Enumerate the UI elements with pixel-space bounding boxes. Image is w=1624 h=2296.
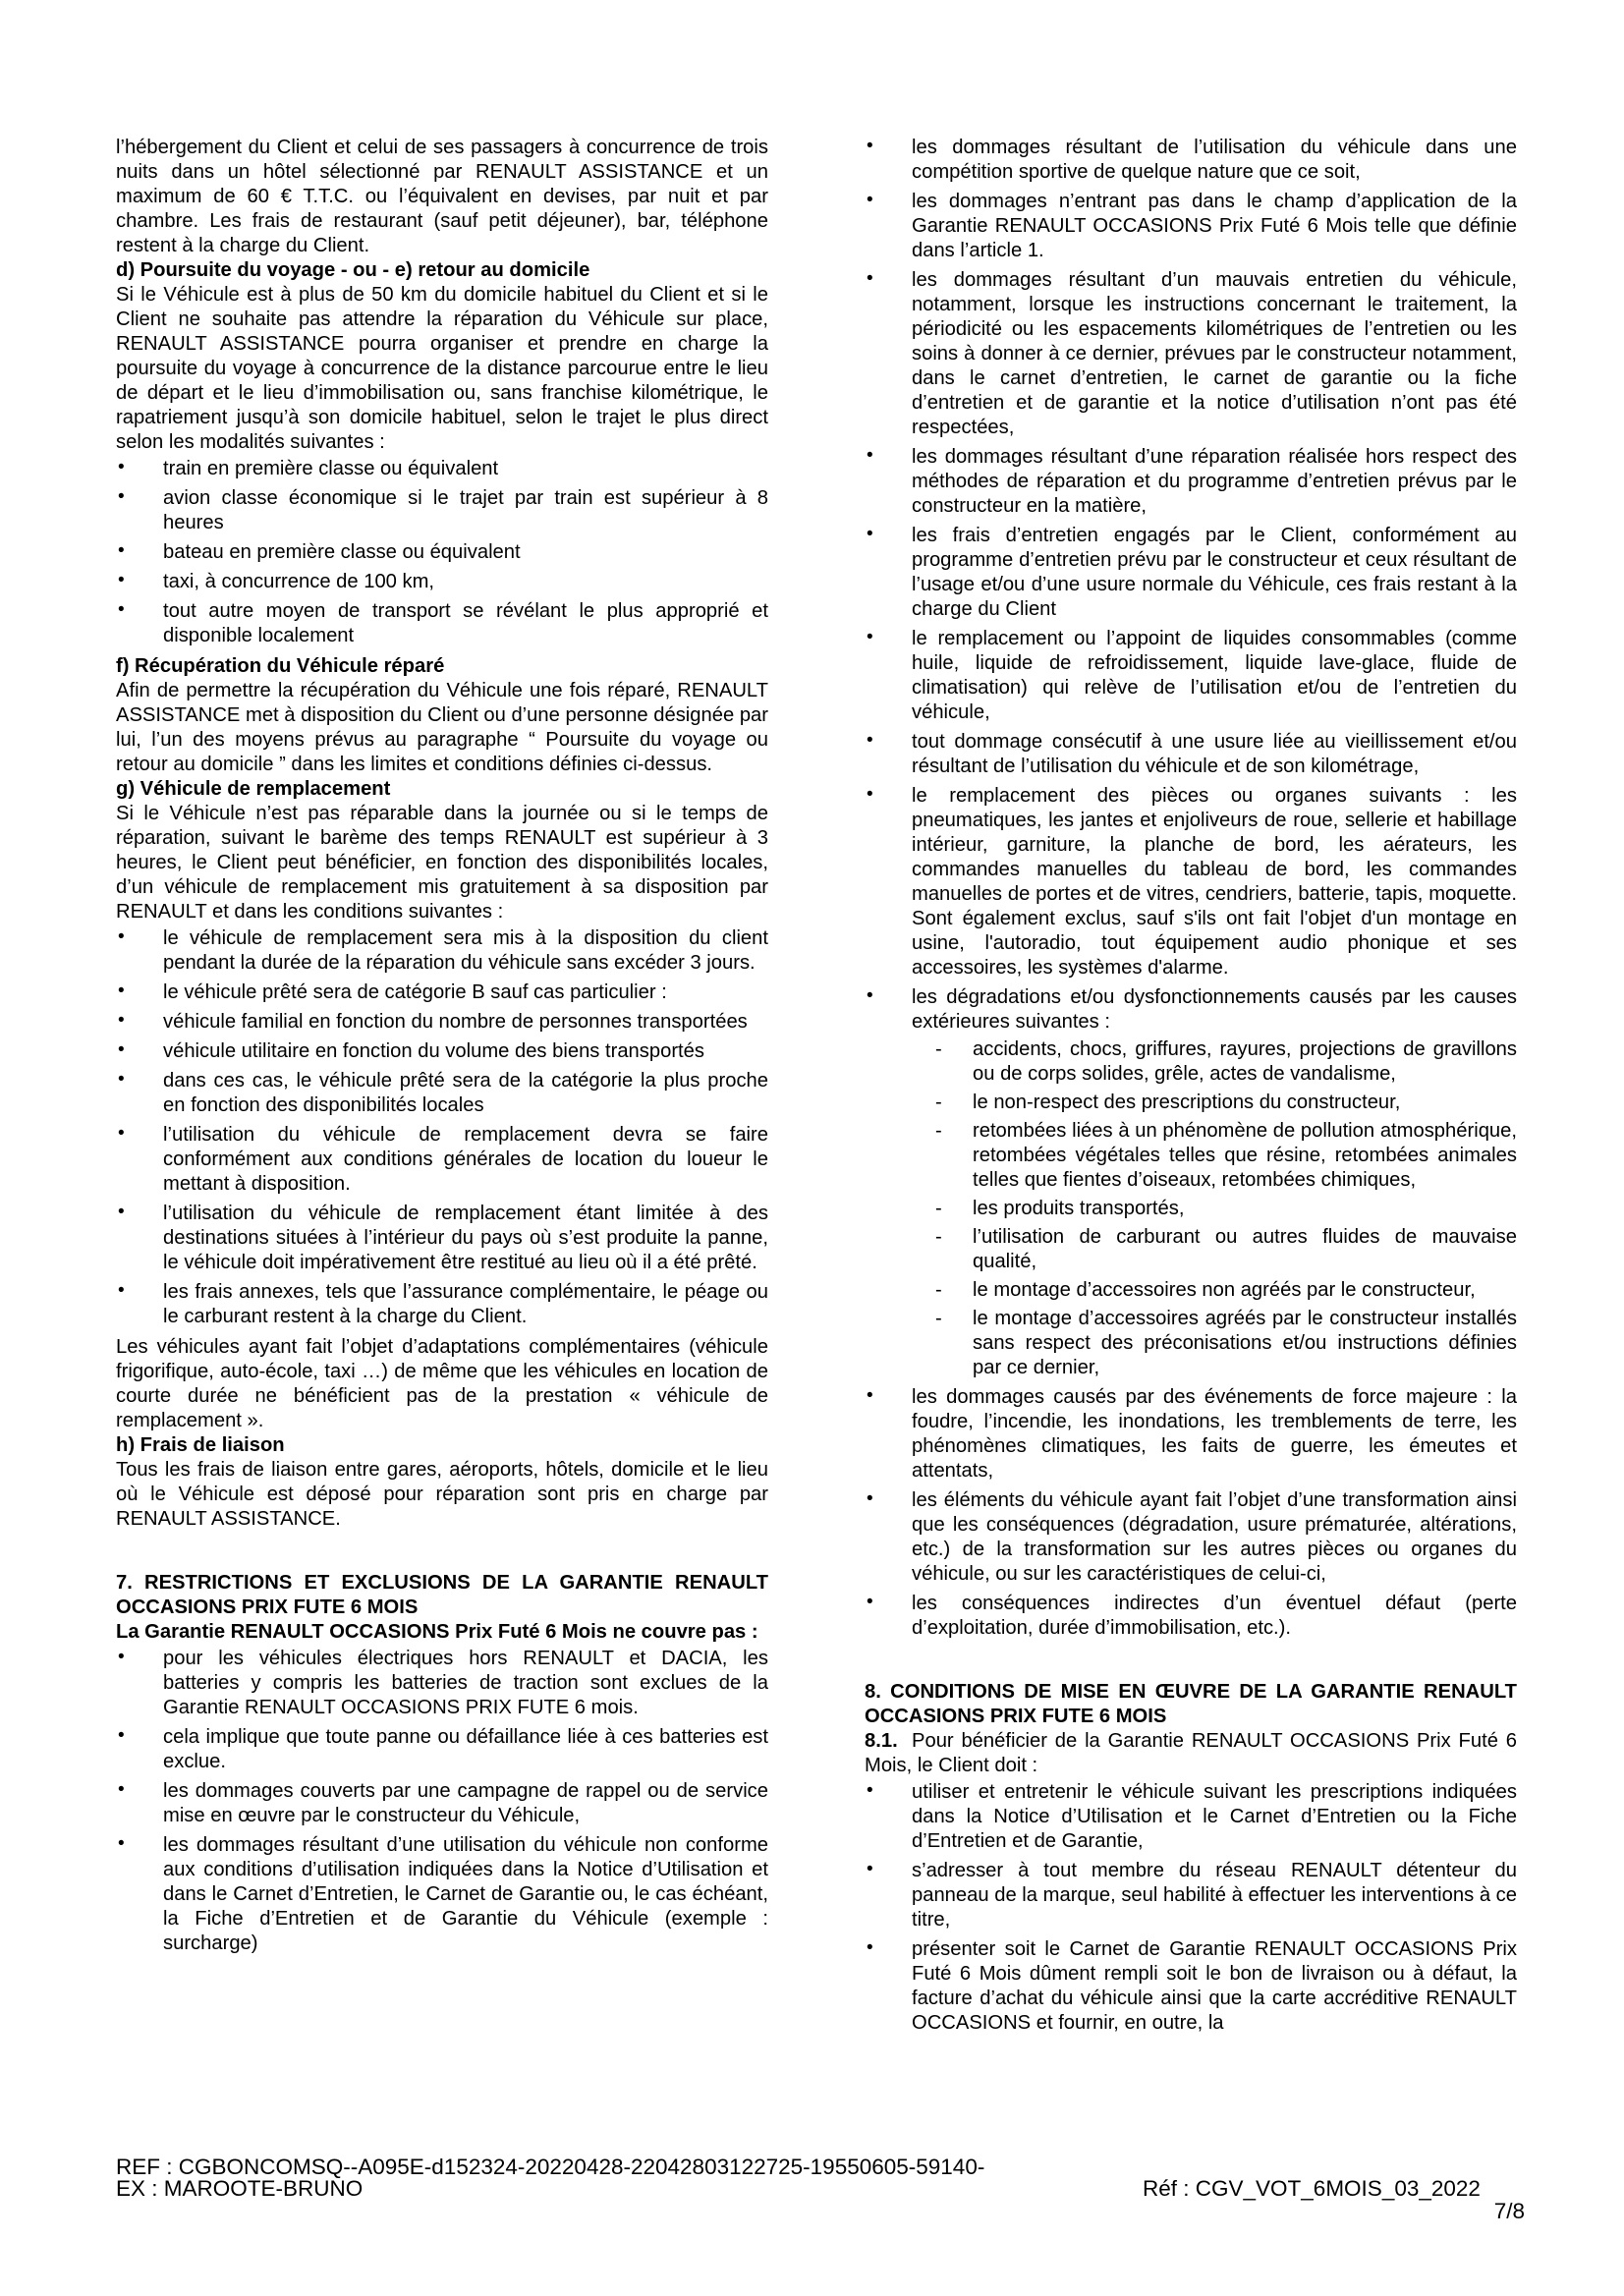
section-7-heading: 7. RESTRICTIONS ET EXCLUSIONS DE LA GARANTIE RENAULT OCCASIONS PRIX FUTE 6 MOIS — [116, 1572, 768, 1618]
list-g — [116, 926, 768, 1329]
list-item: • cela implique que toute panne ou défaillance liée à ces batteries est exclue. — [116, 1725, 768, 1774]
list-item: • le véhicule prêté sera de catégorie B sauf cas particulier : — [116, 980, 768, 1005]
list-item: • taxi, à concurrence de 100 km, — [116, 570, 768, 594]
list-item: • tout autre moyen de transport se révélant le plus approprié et disponible localement — [116, 599, 768, 648]
list-section-7 — [116, 1647, 768, 1956]
list-item: • le véhicule de remplacement sera mis à la disposition du client pendant la durée de la réparation du véhicule sans excéder 3 jours. — [116, 926, 768, 976]
list-item: • avion classe économique si le trajet par train est supérieur à 8 heures — [116, 486, 768, 535]
list-item: • les frais annexes, tels que l’assurance complémentaire, le péage ou le carburant restent à la charge du Client. — [116, 1280, 768, 1329]
list-item: • s’adresser à tout membre du réseau RENAULT détenteur du panneau de la marque, seul habilité à effectuer les interventions à ce titre, — [865, 1859, 1517, 1932]
list-item: • utiliser et entretenir le véhicule suivant les prescriptions indiquées dans la Notice d’Utilisation et le Carnet d’Entretien ou la Fiche d’Entretien et de Garantie, — [865, 1780, 1517, 1854]
list-item: • train en première classe ou équivalent — [116, 457, 768, 481]
section-8-heading: 8. CONDITIONS DE MISE EN ŒUVRE DE LA GARANTIE RENAULT OCCASIONS PRIX FUTE 6 MOIS — [865, 1681, 1517, 1727]
list-item: • dans ces cas, le véhicule prêté sera de la catégorie la plus proche en fonction des disponibilités locales — [116, 1069, 768, 1118]
list-item: - le montage d’accessoires agréés par le constructeur installés sans respect des préconisations et/ou instructions définies par ce dernier, — [912, 1307, 1517, 1380]
paragraph-g: Si le Véhicule n’est pas réparable dans la journée ou si le temps de réparation, suivant le barème des temps RENAULT est supérieur à 3 heures, le Client peut bénéficier, en fonction des disponibilités locales, d’un véhicule de remplacement mis gratuitement à sa disposition par RENAULT et dans les conditions suivantes : — [116, 803, 768, 923]
list-item: • les dommages résultant de l’utilisation du véhicule dans une compétition sportive de quelque nature que ce soit, — [865, 136, 1517, 185]
list-item: • l’utilisation du véhicule de remplacement devra se faire conformément aux conditions générales de location du loueur le mettant à disposition. — [116, 1123, 768, 1197]
list-item: • les éléments du véhicule ayant fait l’objet d’une transformation ainsi que les conséquences (dégradation, usure prématurée, altérations, etc.) de la transformation sur les autres pièces ou organes du véhicule, ou sur les caractéristiques de celui-ci, — [865, 1488, 1517, 1587]
list-item: • le remplacement des pièces ou organes suivants : les pneumatiques, les jantes et enjoliveurs de roue, sellerie et habillage intérieur, garniture, la planche de bord, les aérateurs, les commandes manuelles du tableau de bord, les commandes manuelles de portes et de vitres, cendriers, batterie, tapis, moquette. Sont également exclus, sauf s'ils ont fait l'objet d'un montage en usine, l'autoradio, tout équipement audio phonique et ses accessoires, les systèmes d'alarme. — [865, 784, 1517, 980]
list-item: • les dommages causés par des événements de force majeure : la foudre, l’incendie, les inondations, les tremblements de terre, les phénomènes climatiques, les faits de guerre, les émeutes et attentats, — [865, 1385, 1517, 1484]
section-8-1-text: Pour bénéficier de la Garantie RENAULT OCCASIONS Prix Futé 6 Mois, le Client doit : — [865, 1730, 1517, 1776]
paragraph-h: Tous les frais de liaison entre gares, aéroports, hôtels, domicile et le lieu où le Véhicule est déposé pour réparation sont pris en charge par RENAULT ASSISTANCE. — [116, 1459, 768, 1530]
list-d — [116, 457, 768, 648]
list-item: • véhicule familial en fonction du nombre de personnes transportées — [116, 1010, 768, 1035]
list-item: • bateau en première classe ou équivalent — [116, 540, 768, 565]
list-external-causes — [912, 1037, 1517, 1380]
heading-h: h) Frais de liaison — [116, 1434, 285, 1456]
list-item: • les dommages résultant d’un mauvais entretien du véhicule, notamment, lorsque les instructions concernant le traitement, la périodicité ou les espacements kilométriques de l’entretien ou les soins à donner à ce dernier, prévues par le constructeur notamment, dans le carnet d’entretien, le carnet de garantie ou la fiche d’entretien et de garantie et la notice d’utilisation n’ont pas été respectées, — [865, 268, 1517, 440]
list-item: • les dommages couverts par une campagne de rappel ou de service mise en œuvre par le constructeur du Véhicule, — [116, 1779, 768, 1828]
list-item: - les produits transportés, — [912, 1197, 1517, 1221]
section-number: 8.1. — [865, 1730, 898, 1752]
list-item: • le remplacement ou l’appoint de liquides consommables (comme huile, liquide de refroidissement, liquide lave-glace, fluide de climatisation) qui relève de l’utilisation et/ou de l’entretien du véhicule, — [865, 627, 1517, 725]
heading-g: g) Véhicule de remplacement — [116, 778, 391, 800]
left-column — [116, 136, 768, 1962]
list-item: • les conséquences indirectes d’un éventuel défaut (perte d’exploitation, durée d’immobilisation, etc.). — [865, 1592, 1517, 1641]
list-item: - accidents, chocs, griffures, rayures, projections de gravillons ou de corps solides, grêle, actes de vandalisme, — [912, 1037, 1517, 1087]
paragraph-f: Afin de permettre la récupération du Véhicule une fois réparé, RENAULT ASSISTANCE met à disposition du Client ou d’une personne désignée par lui, l’un des moyens prévus au paragraphe “ Poursuite du voyage ou retour au domicile ” dans les limites et conditions définies ci-dessus. — [116, 680, 768, 775]
intro-paragraph: l’hébergement du Client et celui de ses passagers à concurrence de trois nuits dans un hôtel sélectionné par RENAULT ASSISTANCE et un maximum de 60 € T.T.C. ou l’équivalent en devises, par nuit et par chambre. Les frais de restaurant (sauf petit déjeuner), bar, téléphone restent à la charge du Client. — [116, 137, 768, 256]
footer-doc-ref: Réf : CGV_VOT_6MOIS_03_2022 — [1143, 2176, 1481, 2201]
list-item: • présenter soit le Carnet de Garantie RENAULT OCCASIONS Prix Futé 6 Mois dûment rempli soit le bon de livraison ou à défaut, la facture d’achat du véhicule ainsi que la carte accréditive RENAULT OCCASIONS et fournir, en outre, la — [865, 1937, 1517, 2036]
paragraph-d: Si le Véhicule est à plus de 50 km du domicile habituel du Client et si le Client ne souhaite pas attendre la réparation du Véhicule sur place, RENAULT ASSISTANCE pourra organiser et prendre en charge la poursuite du voyage à concurrence de la distance parcourue entre le lieu de départ et le lieu d’immobilisation ou, sans franchise kilométrique, le rapatriement jusqu’à son domicile habituel, selon le trajet le plus direct selon les modalités suivantes : — [116, 284, 768, 453]
list-item: • les frais d’entretien engagés par le Client, conformément au programme d’entretien prévu par le constructeur et ceux résultant de l’usage et/ou d’une usure normale du Véhicule, ces frais restant à la charge du Client — [865, 524, 1517, 622]
list-item — [865, 985, 1517, 1380]
list-item: • véhicule utilitaire en fonction du volume des biens transportés — [116, 1039, 768, 1064]
list-item: • l’utilisation du véhicule de remplacement étant limitée à des destinations situées à l’intérieur du pays où s’est produite la panne, le véhicule doit impérativement être restitué au lieu où il a été prêté. — [116, 1202, 768, 1275]
right-column — [865, 136, 1517, 2042]
page-number: 7/8 — [1493, 2199, 1525, 2223]
list-item: - le montage d’accessoires non agréés par le constructeur, — [912, 1278, 1517, 1303]
section-8-1-paragraph — [865, 1729, 1517, 1778]
list-item: - le non-respect des prescriptions du constructeur, — [912, 1091, 1517, 1115]
list-item: • les dommages résultant d’une réparation réalisée hors respect des méthodes de réparation et du programme d’entretien prévus par le constructeur en la matière, — [865, 445, 1517, 519]
list-item: • les dommages résultant d’une utilisation du véhicule non conforme aux conditions d’utilisation indiquées dans la Notice d’Utilisation et dans le Carnet d’Entretien, le Carnet de Garantie ou, le cas échéant, la Fiche d’Entretien et de Garantie du Véhicule (exemple : surcharge) — [116, 1833, 768, 1956]
heading-d: d) Poursuite du voyage - ou - e) retour au domicile — [116, 259, 590, 281]
list-section-8 — [865, 1780, 1517, 2036]
list-item: - l’utilisation de carburant ou autres fluides de mauvaise qualité, — [912, 1225, 1517, 1274]
paragraph-g-after: Les véhicules ayant fait l’objet d’adaptations complémentaires (véhicule frigorifique, auto-école, taxi …) de même que les véhicules en location de courte durée ne bénéficient pas de la prestation « véhicule de remplacement ». — [116, 1336, 768, 1431]
list-item-text: les dégradations et/ou dysfonctionnements causés par les causes extérieures suivantes : — [912, 986, 1517, 1033]
footer-ref: REF : CGBONCOMSQ--A095E-d152324-20220428-22042803122725-19550605-59140- — [116, 2155, 985, 2179]
heading-f: f) Récupération du Véhicule réparé — [116, 655, 445, 677]
list-exclusions — [865, 136, 1517, 1641]
footer-ex: EX : MAROOTE-BRUNO — [116, 2176, 364, 2201]
list-item: • tout dommage consécutif à une usure liée au vieillissement et/ou résultant de l’utilisation du véhicule et de son kilométrage, — [865, 730, 1517, 779]
list-item: • les dommages n’entrant pas dans le champ d’application de la Garantie RENAULT OCCASIONS Prix Futé 6 Mois telle que définie dans l’article 1. — [865, 190, 1517, 263]
section-7-subheading: La Garantie RENAULT OCCASIONS Prix Futé 6 Mois ne couvre pas : — [116, 1621, 758, 1643]
list-item: - retombées liées à un phénomène de pollution atmosphérique, retombées végétales telles que résine, retombées animales telles que fientes d’oiseaux, retombées chimiques, — [912, 1119, 1517, 1193]
list-item: • pour les véhicules électriques hors RENAULT et DACIA, les batteries y compris les batteries de traction sont exclues de la Garantie RENAULT OCCASIONS PRIX FUTE 6 mois. — [116, 1647, 768, 1720]
